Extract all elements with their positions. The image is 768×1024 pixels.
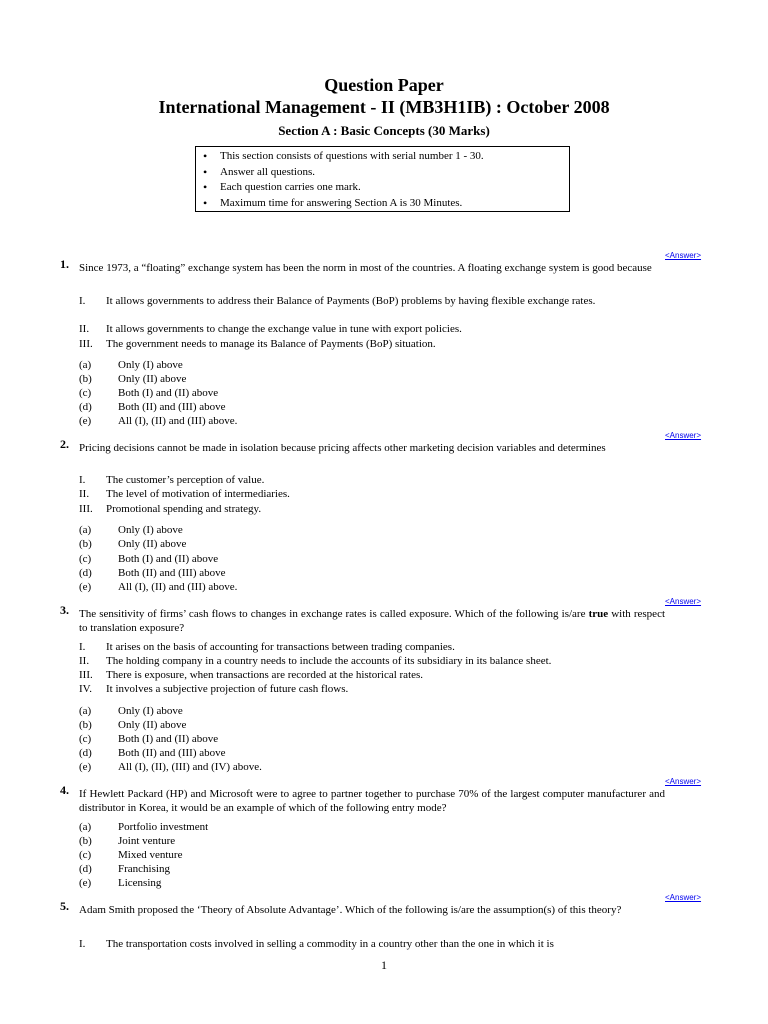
question-text-emphasis: true: [588, 608, 609, 620]
section-heading: Section A : Basic Concepts (30 Marks): [278, 123, 490, 138]
option-text: Only (II) above: [118, 538, 187, 550]
statement-label: III.: [79, 338, 93, 350]
statement-label: III.: [79, 503, 93, 515]
option-text: Only (I) above: [118, 524, 183, 536]
option-text: Licensing: [118, 877, 162, 889]
option-label: (e): [79, 877, 92, 889]
option-text: Only (I) above: [118, 705, 183, 717]
statement-text: The customer’s perception of value.: [106, 474, 265, 486]
option-label: (a): [79, 821, 92, 833]
question-text: Since 1973, a “floating” exchange system has been the norm in most of the countries. A floating exchange system is good because: [79, 262, 652, 274]
option-text: Mixed venture: [118, 849, 183, 861]
option-text: Both (II) and (III) above: [118, 747, 226, 759]
statement-label: II.: [79, 655, 90, 667]
statement-text: The transportation costs involved in selling a commodity in a country other than the one in which it is: [106, 938, 554, 950]
instruction-item: • This section consists of questions with serial number 1 - 30.: [200, 149, 565, 165]
answer-link[interactable]: <Answer>: [665, 597, 702, 606]
question-text: [79, 607, 665, 635]
option-label: (d): [79, 863, 92, 875]
option-text: Only (I) above: [118, 359, 183, 371]
option-text: Both (I) and (II) above: [118, 733, 219, 745]
instruction-item: • Answer all questions.: [200, 165, 565, 181]
statement-text: There is exposure, when transactions are recorded at the historical rates.: [106, 669, 424, 681]
option-label: (c): [79, 733, 92, 745]
statement-label: I.: [79, 938, 86, 950]
question-text-part: with respect to translation exposure?: [79, 608, 666, 634]
option-label: (d): [79, 567, 92, 579]
question-text: Adam Smith proposed the ‘Theory of Absolute Advantage’. Which of the following is/are the assumption(s) of this theory?: [79, 904, 622, 916]
option-label: (e): [79, 761, 92, 773]
question-number: 3.: [60, 603, 69, 617]
option-text: Both (II) and (III) above: [118, 401, 226, 413]
option-label: (a): [79, 524, 92, 536]
statement-label: III.: [79, 669, 93, 681]
option-label: (b): [79, 835, 92, 847]
question-number: 4.: [60, 783, 69, 797]
instruction-item: • Each question carries one mark.: [200, 180, 565, 196]
option-text: All (I), (II), (III) and (IV) above.: [118, 761, 262, 773]
statement-text: It allows governments to address their Balance of Payments (BoP) problems by having flexible exchange rates.: [106, 295, 596, 307]
statement-text: It allows governments to change the exchange value in tune with export policies.: [106, 323, 462, 335]
statement-label: I.: [79, 295, 86, 307]
option-text: All (I), (II) and (III) above.: [118, 415, 238, 427]
option-text: Portfolio investment: [118, 821, 209, 833]
statement-label: II.: [79, 488, 90, 500]
statement-text: It arises on the basis of accounting for transactions between trading companies.: [106, 641, 455, 653]
option-label: (c): [79, 849, 92, 861]
answer-link[interactable]: <Answer>: [665, 431, 702, 440]
option-text: Both (II) and (III) above: [118, 567, 226, 579]
question-number: 5.: [60, 899, 69, 913]
question-number: 2.: [60, 437, 69, 451]
option-text: Joint venture: [118, 835, 176, 847]
option-label: (c): [79, 553, 92, 565]
statement-label: I.: [79, 641, 86, 653]
option-label: (b): [79, 373, 92, 385]
instructions-box: [195, 146, 570, 212]
answer-link[interactable]: <Answer>: [665, 893, 702, 902]
question-text: If Hewlett Packard (HP) and Microsoft were to agree to partner together to purchase 70% of the largest computer manufacturer and distributor in Korea, it would be an example of which of the following entry mode?: [79, 788, 665, 814]
option-label: (e): [79, 581, 92, 593]
option-text: Both (I) and (II) above: [118, 553, 219, 565]
answer-link[interactable]: <Answer>: [665, 251, 702, 260]
question-number: 1.: [60, 257, 69, 271]
option-text: Only (II) above: [118, 373, 187, 385]
statement-text: The government needs to manage its Balance of Payments (BoP) situation.: [106, 338, 436, 350]
question-text-part: The sensitivity of firms’ cash flows to changes in exchange rates is called exposure. Which of the following is/are: [79, 608, 589, 620]
option-label: (c): [79, 387, 92, 399]
option-text: Franchising: [118, 863, 170, 875]
option-label: (e): [79, 415, 92, 427]
option-label: (d): [79, 747, 92, 759]
answer-link[interactable]: <Answer>: [665, 777, 702, 786]
statement-label: IV.: [79, 683, 92, 695]
option-label: (a): [79, 705, 92, 717]
question-text: Pricing decisions cannot be made in isolation because pricing affects other marketing decision variables and determines: [79, 442, 606, 454]
statement-text: The level of motivation of intermediaries.: [106, 488, 290, 500]
statement-text: It involves a subjective projection of future cash flows.: [106, 683, 349, 695]
page-number: 1: [381, 958, 387, 972]
paper-subtitle: International Management - II (MB3H1IB) : October 2008: [158, 97, 610, 117]
statement-text: The holding company in a country needs to include the accounts of its subsidiary in its balance sheet.: [106, 655, 552, 667]
option-label: (b): [79, 719, 92, 731]
option-label: (d): [79, 401, 92, 413]
statement-text: Promotional spending and strategy.: [106, 503, 262, 515]
option-text: Both (I) and (II) above: [118, 387, 219, 399]
statement-label: II.: [79, 323, 90, 335]
option-text: All (I), (II) and (III) above.: [118, 581, 238, 593]
option-label: (a): [79, 359, 92, 371]
instruction-item: • Maximum time for answering Section A is 30 Minutes.: [200, 196, 565, 212]
page-title: Question Paper: [324, 75, 444, 95]
option-label: (b): [79, 538, 92, 550]
statement-label: I.: [79, 474, 86, 486]
option-text: Only (II) above: [118, 719, 187, 731]
